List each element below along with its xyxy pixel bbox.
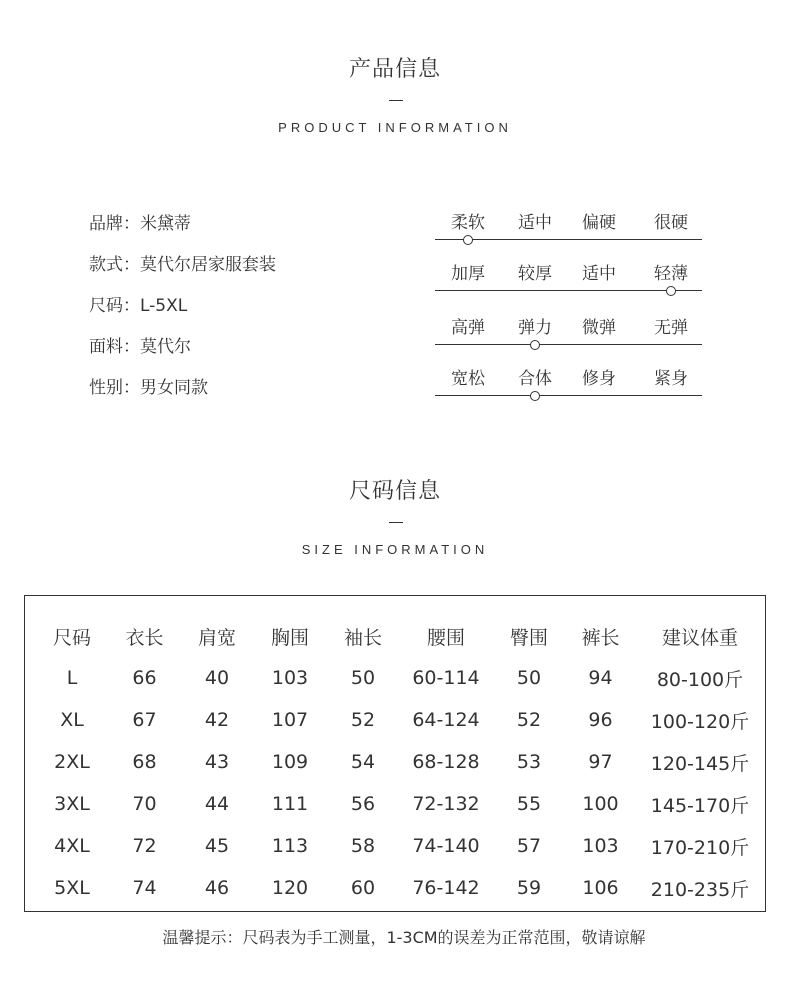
table-cell: 76-142 [412,877,480,899]
table-cell: 56 [350,793,376,815]
table-cell: 3XL [54,793,90,815]
table-cell: 97 [588,751,613,773]
scale-option: 适中 [518,213,552,233]
scale-option: 加厚 [451,264,485,284]
scale-option: 高弹 [451,318,485,338]
scale-option: 微弹 [582,318,616,338]
size-info-subtitle: SIZE INFORMATION [301,542,489,557]
table-cell: XL [60,709,84,731]
table-cell: 60 [350,877,376,899]
scale-option: 宽松 [451,369,485,389]
table-row [35,867,765,909]
table-cell: 68-128 [412,751,480,773]
table-cell: 100 [582,793,619,815]
size-info-title: 尺码信息 [348,479,441,504]
table-cell: 45 [204,835,230,857]
size-table-header-cell: 臀围 [509,626,548,649]
table-cell: 57 [516,835,542,857]
scale-marker [530,391,540,401]
table-cell: 106 [582,877,619,899]
table-cell: 80-100斤 [656,668,744,691]
fabric-scale [435,208,702,260]
scale-option: 无弹 [654,318,688,338]
table-cell: 42 [204,709,230,731]
table-cell: 53 [516,751,542,773]
size-table-header-cell: 建议体重 [661,626,738,649]
table-cell: 50 [516,667,542,689]
table-cell: 210-235斤 [650,878,750,901]
table-cell: 100-120斤 [650,710,750,733]
table-row [35,783,765,825]
table-cell: 43 [204,751,230,773]
size-table-header-cell: 胸围 [270,626,309,649]
scale-option: 柔软 [451,213,485,233]
scale-option: 较厚 [518,264,552,284]
scale-option: 弹力 [518,318,552,338]
table-cell: 68 [132,751,157,773]
table-cell: 52 [350,709,376,731]
product-info-item: 尺码：L-5XL [89,296,188,316]
table-cell: L [66,667,78,689]
measurement-tip: 温馨提示：尺码表为手工测量，1-3CM的误差为正常范围，敬请谅解 [162,928,646,947]
scale-marker [463,235,473,245]
scale-option: 适中 [582,264,616,284]
product-info-item: 品牌：米黛蒂 [89,214,191,234]
scale-line [435,395,702,396]
table-row [35,699,765,741]
table-cell: 46 [204,877,230,899]
table-cell: 40 [204,667,230,689]
scale-option: 偏硬 [582,213,616,233]
scale-marker [530,340,540,350]
table-cell: 74-140 [412,835,480,857]
table-cell: 103 [582,835,619,857]
size-table-header-cell: 裤长 [581,626,620,649]
table-cell: 107 [271,709,309,731]
fabric-scale [435,259,702,311]
product-info-item: 面料：莫代尔 [89,337,191,357]
table-cell: 103 [271,667,309,689]
table-cell: 66 [132,667,157,689]
table-cell: 64-124 [412,709,480,731]
title-divider [389,522,403,523]
scale-option: 修身 [582,369,616,389]
table-cell: 67 [132,709,157,731]
table-cell: 54 [350,751,376,773]
product-info-item: 性别：男女同款 [89,378,208,398]
table-cell: 70 [132,793,157,815]
scale-line [435,290,702,291]
scale-line [435,344,702,345]
size-table-header [35,615,765,657]
scale-option: 很硬 [654,213,688,233]
table-cell: 145-170斤 [650,794,750,817]
fabric-scale [435,364,702,416]
table-row [35,657,765,699]
table-cell: 72-132 [412,793,480,815]
table-cell: 58 [350,835,376,857]
scale-line [435,239,702,240]
table-cell: 5XL [54,877,90,899]
table-cell: 59 [516,877,542,899]
table-cell: 4XL [54,835,90,857]
product-info-subtitle: PRODUCT INFORMATION [278,120,512,135]
table-cell: 52 [516,709,542,731]
table-cell: 60-114 [412,667,480,689]
table-cell: 113 [271,835,309,857]
scale-marker [666,286,676,296]
table-cell: 120 [271,877,309,899]
table-cell: 44 [204,793,230,815]
table-cell: 96 [588,709,613,731]
table-cell: 111 [271,793,309,815]
table-cell: 55 [516,793,542,815]
table-cell: 170-210斤 [650,836,750,859]
size-table-header-cell: 尺码 [52,626,91,649]
table-cell: 94 [588,667,613,689]
table-cell: 72 [132,835,157,857]
product-info-title: 产品信息 [348,57,441,82]
table-row [35,825,765,867]
size-table-header-cell: 肩宽 [197,626,236,649]
size-table-header-cell: 袖长 [343,626,382,649]
table-row [35,741,765,783]
size-table-header-cell: 衣长 [125,626,164,649]
table-cell: 120-145斤 [650,752,750,775]
fabric-scale [435,313,702,365]
size-table-header-cell: 腰围 [426,626,465,649]
table-cell: 109 [271,751,309,773]
product-info-item: 款式：莫代尔居家服套装 [89,255,276,275]
table-cell: 74 [132,877,157,899]
title-divider [389,100,403,101]
table-cell: 50 [350,667,376,689]
size-table [24,595,766,912]
table-cell: 2XL [54,751,90,773]
scale-option: 轻薄 [654,264,688,284]
scale-option: 合体 [518,369,552,389]
scale-option: 紧身 [654,369,688,389]
